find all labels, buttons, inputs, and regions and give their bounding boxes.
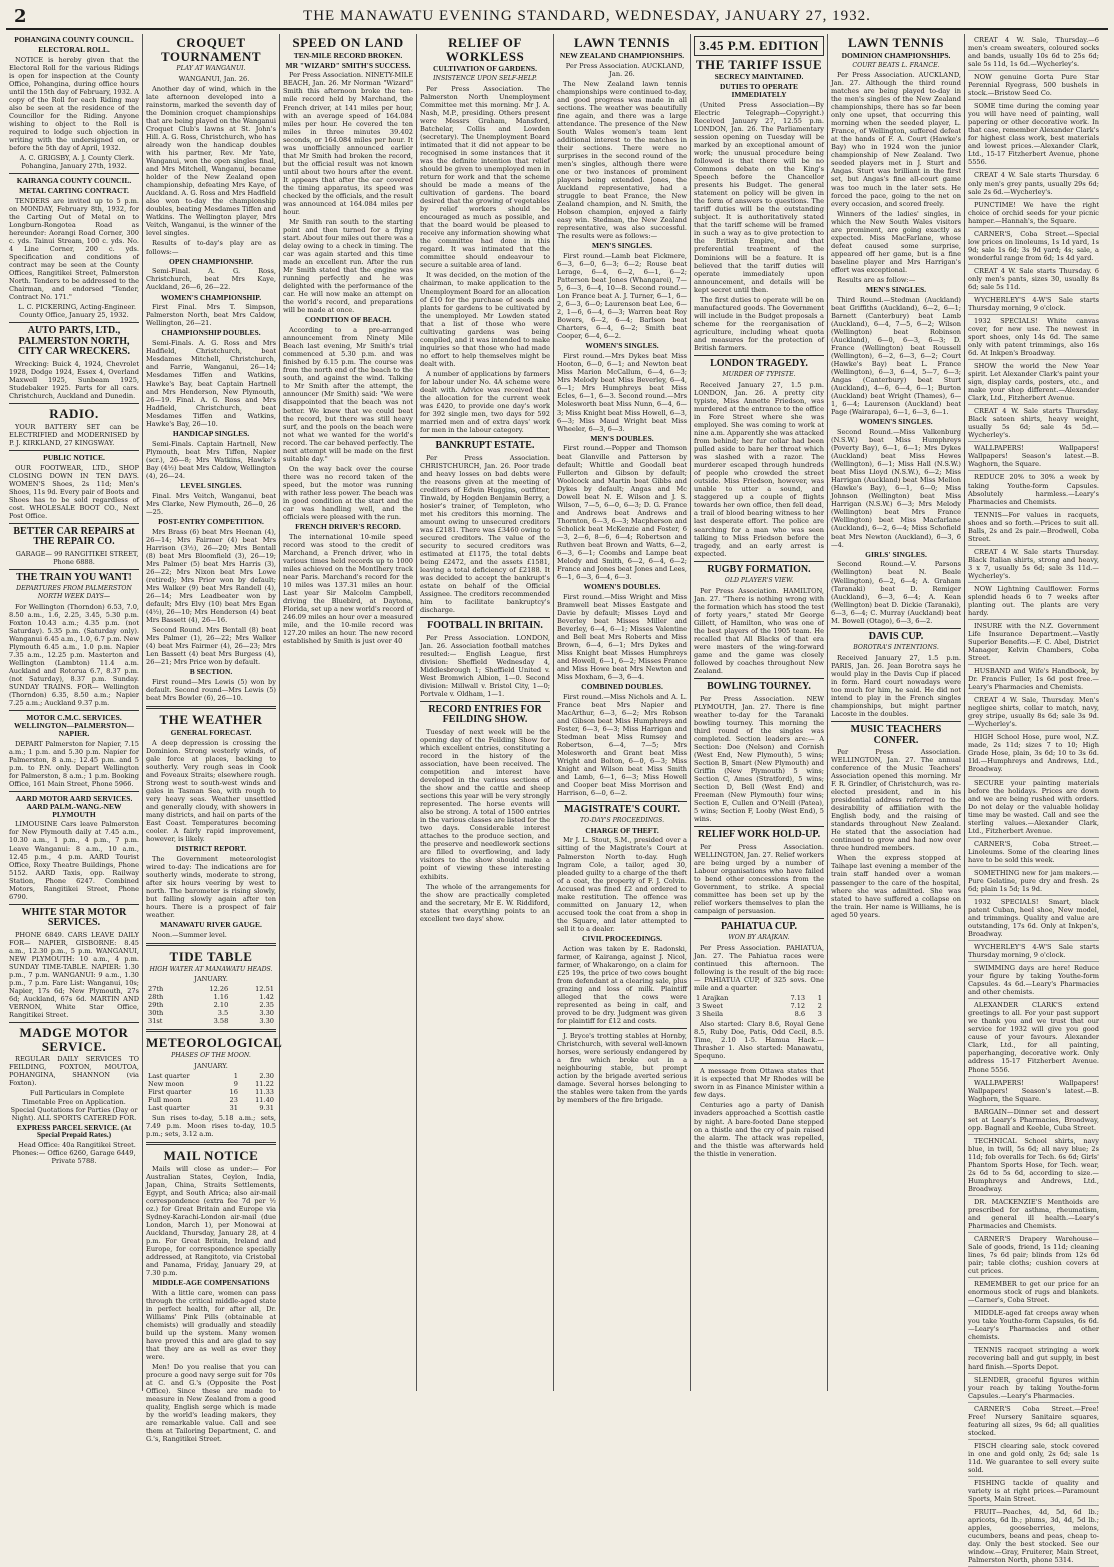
classified-ad: BARGAIN—Dinner set and dessert set at Leary's Pharmacies, Broadway, opp. Bagnall and Keeble, Cuba Street. bbox=[968, 1108, 1099, 1135]
classified-ad: HIGH School Hose, pure wool, N.Z. made, 2s 11d; sizes 7 to 10; High Grade Hose, plain, 3s 6d; 10 to 3s 6d. 1ld.—Humphreys and Andrews, Ltd., Broadway. bbox=[968, 733, 1099, 776]
b-section-heading: B SECTION. bbox=[189, 667, 233, 677]
district-report-heading: DISTRICT REPORT. bbox=[175, 843, 247, 853]
french-record-text: The international 10-mile speed record was stood to the credit of Marchand, a French driver, who in various times held records up to 1000 miles achieved on the Montlhery track near Paris. Marchand's record for the 10 miles was 137.31 miles an hour. Last year Sir Malcolm Campbell, driving the Bluebird, at Daytona, Florida, set up a new world's record of 246.09 miles an hour over a measured mile, and the 10-mile record was 127.20 miles an hour. The new record established by Smith is just over 40 bbox=[283, 532, 413, 646]
dominion-tennis-text-2: Winners of the ladies' singles, in which the New South Wales visitors are prominent, are going exactly as expected. Miss MacFarlane, whose defeat caused some surprise, appeared off her game, but is a fine baseline player and Mrs Harrigan's effort was exceptional. bbox=[831, 209, 961, 274]
open-championship-heading: OPEN CHAMPIONSHIP. bbox=[169, 256, 253, 266]
classified-ad: INSURE with the N.Z. Government Life Insurance Department.—Vastly Superior Benefits.—F. C. Abel, District Manager, Kelvin Chambers, Coba Street. bbox=[968, 622, 1099, 665]
bowling-heading: BOWLING TOURNEY. bbox=[707, 681, 811, 693]
feilding-show-text-2: The whole of the arrangements for the show are practically completed and the secretary, Mr E. W. Riddiford, states that everything points to an excellent two days' show. bbox=[420, 882, 550, 923]
womens-singles-heading: WOMEN'S SINGLES. bbox=[585, 341, 659, 351]
bankrupt-heading: BANKRUPT ESTATE. bbox=[435, 440, 535, 452]
tide-row: 28th 1.16 1.42 bbox=[148, 993, 274, 1002]
moon-phases-table bbox=[146, 1072, 276, 1112]
french-record-heading: FRENCH DRIVER'S RECORD. bbox=[295, 521, 401, 531]
moon-phase-row: New moon 9 11.22 bbox=[148, 1079, 274, 1088]
classified-ad: SOME time during the coming year you will have need of painting, wall papering or other decorative work. In that case, remember Alexander Clark's for highest class work, best materials and lowest prices.—Alexander Clark, Ltd., 15-17 Fitzherbert Avenue, phone 5556. bbox=[968, 102, 1099, 169]
forecast-text: A deep depression is crossing the Dominion. Strong westerly winds, of gale force at places, backing to southerly. Very rough seas in Cook and Foveaux Straits; elsewhere rough. Strong west to south-west winds and gales in Tasman Sea, with rough to very heavy seas. Weather unsettled and generally cloudy, with showers in many districts, and hail on parts of the East Coast. Temperatures becoming cooler. A fairly rapid improvement, however, is likely. bbox=[146, 738, 276, 843]
auto-parts-text: Wrecking: Buick 4, 1924, Chevrolet 1928, Dodge 1924, Essex 4, Overland Maxwell 1925, Sunbeam 1925, Studebaker 1925. Parts for all cars. Christchurch, Auckland and Dunedin. bbox=[9, 359, 139, 401]
tide-month: JANUARY. bbox=[194, 975, 228, 984]
relief-work-text: Per Press Association. WELLINGTON, Jan. 27. Relief workers are being urged by a number of Labour organisations who have failed to bend other concessions from the Government, to strike. A special committee has been set up by the relief workers themselves to plan the campaign of persuasion. bbox=[694, 842, 824, 915]
croquet-results-intro: Results of to-day's play are as follows:— bbox=[146, 239, 276, 256]
dominion-tennis-heading: LAWN TENNIS bbox=[848, 35, 944, 50]
classified-ad: CREAT 4 W. Sale starts Thursday. Black sateen shirts, heavy weight, usually 5s 6d; sale 4s 5d.—Wycherley's. bbox=[968, 407, 1099, 442]
thistle-text: Centuries ago a party of Danish invaders approached a Scottish castle by night. A bare-footed Dane stepped on a thistle and the cry of pain raised the alarm. The attack was repelled, and the thistle was afterwards held the thistle in veneration. bbox=[694, 1101, 824, 1158]
madge-heading: MADGE MOTOR SERVICE. bbox=[19, 1025, 129, 1054]
championship-doubles-text: Semi-Finals. A. G. Ross and Mrs Hadfield, Christchurch, beat Mesdames Mitchell, Christchurch, and Farrie, Wanganui, 26—14; Mesdames Tiffen and Watkins, Hawke's Bay, beat Captain Hartnell and Mrs Henderson, New Plymouth, 26—19. Final. A. G. Ross and Mrs Hadfield, Christchurch, beat Mesdames Tiffen and Watkins, Hawke's Bay, 26—10. bbox=[146, 339, 276, 428]
championship-doubles-heading: CHAMPIONSHIP DOUBLES. bbox=[161, 328, 261, 338]
tariff-text-2: The first duties to operate will be on manufactured goods. The Government will include in the Budget proposals a scheme for the reorganisation of agriculture, including wheat quota and measures for the protection of British farmers. bbox=[694, 295, 824, 352]
classified-ad: CREAT 4 W. Sale starts Thursday. 6 only men's grey pants, usually 29s 6d; sale 2s 6d.—Wycherley's. bbox=[968, 171, 1099, 198]
relief-text: Per Press Association. The Palmerston North Unemployment Committee met this morning. Mr J. A. Nash, M.P., presiding. Others present were Messrs Graham, Mansford, Batchelar, Collis and Lowden (secretary). The Unemployment Board intimated that it did not appear to be recognised in some instances that it was the definite intention that relief should be given to unemployed men in return for work and that the scheme should be made a means of the cultivation of gardens. The board desired that the growing of vegetables by relief workers should be encouraged as much as possible, and that the board would be pleased to receive any information showing what the committee had done in this regard. It was intimated that the committee should endeavour to secure a suitable area of land. bbox=[420, 84, 550, 270]
relief-work-heading: RELIEF WORK HOLD-UP. bbox=[697, 829, 821, 841]
dominion-tennis-results-intro: Results are as follow:— bbox=[837, 275, 916, 284]
suit-ad-text: Men! Do you realise that you can procure a good navy serge suit for 70s at C. and G.'s (Opposite the Post Office). Since these are made to measure in New Zealand from a good quality, English serge which is made by the world's leading makers, they are remarkable value. Call and see them at Tailoring Department, C. and G.'s, Rangitikei Street. bbox=[146, 1363, 276, 1444]
middle-age-text: With a little care, women can pass through the critical middle-aged state in perfect health, for after all, Dr. Williams' Pink Pills (obtainable at chemists) will gradually and steadily build up the system. Many women have proved this and are glad to say that they are as well as ever they were. bbox=[146, 1288, 276, 1362]
tide-row: 29th 2.10 2.35 bbox=[148, 1001, 274, 1010]
aard-text: LIMOUSINE Cars leave Palmerston for New Plymouth daily at 7.45 a.m., 10.30 a.m., 1 p.m., 4 p.m., 7 p.m. Leave Wanganui: 8 a.m., 10 a.m., 12.45 p.m., 4 p.m. AARD Tourist Office, Roxy Theatre Buildings, Phone 5152. AARD Taxis, opp. Railway Station, Phone 6247. Combined Motors, Rangitikei Street, Phone 6790. bbox=[9, 820, 139, 901]
tariff-heading: THE TARIFF ISSUE bbox=[695, 56, 823, 72]
columns bbox=[6, 34, 1108, 1565]
column-1 bbox=[6, 34, 143, 1391]
masthead bbox=[6, 4, 1108, 30]
music-teachers-heading: MUSIC TEACHERS CONFER. bbox=[850, 724, 942, 746]
speed-text-2: Mr Smith ran south to the starting point and then turned for a flying start. About four miles out there was a delay owing to a check in timing. The car was again started and this time made an excellent run. After the run Mr Smith stated that the engine was running perfectly and he was delighted with the performance of the car. He will now make an attempt on the world's record, and preparations will be made at once. bbox=[283, 217, 413, 315]
rugby-text: Per Press Association. HAMILTON, Jan. 27. "There is nothing wrong with the formation which has stood the test of forty years," stated Mr George Gillett, of Hamilton, who was one of the best players of the 1905 team. He recalled that All Blacks of that era were masters of the wing-forward game and the game was closely followed by coaches throughout New Zealand. bbox=[694, 586, 824, 675]
classified-ad: REMEMBER to get our price for an enormous stock of rugs and blankets.—Carner's, Coba Street. bbox=[968, 1280, 1099, 1307]
davis-cup-text: Received January 27, 1.5 p.m. PARIS, Jan. 26. Jean Borotra says he would play in the Davis Cup if placed in form. Hard court nowadays were too much for him, he said. He did not intend to play in the French singles championships, but might partner Lacoste in the doubles. bbox=[831, 653, 961, 718]
combined-doubles-text: First round.—Miss Nichols and A. L. France beat Mrs Napier and MacArthur, 6—3, 6—2; Mrs Robson and Gibson beat Miss Humphreys and Foster, 6—3, 6—3; Miss Harrigan and Stedman beat Miss Rumsey and Robertson, 6—4, 7—5; Mrs Molesworth and Grant beat Miss Wright and Bolton, 6—0, 6—3; Miss Knight and Wilson beat Miss Smith and Lamb, 6—1, 6—3; Miss Howell and Cooper beat Miss Morrison and Harrison, 6—0, 6—2. bbox=[557, 693, 687, 798]
madge-note: Full Particulars in Complete Timetable Free on Application. Special Quotations for Parties (Day or Night). ALL SPORTS CATERED FOR. bbox=[10, 1089, 138, 1122]
magistrate-text: Mr J. L. Stout, S.M., presided over a sitting of the Magistrate's Court at Palmerston North to-day. Hugh Ingram Cole, a tailor, aged 30, pleaded guilty to a charge of the theft of a coat, the property of F. J. Colvin. Accused was fined £2 and ordered to make restitution. The offence was committed on January 12, when accused took the coat from a shop in the Square, and later attempted to sell it to a dealer. bbox=[557, 836, 687, 933]
tariff-subheading: SECRECY MAINTAINED. bbox=[714, 72, 804, 82]
kairanga-heading: KAIRANGA COUNTY COUNCIL. bbox=[16, 176, 132, 186]
music-teachers-text-2: When the express stopped at Taihape last evening a member of the train staff handed over a woman passenger to the care of the hospital, where she was admitted. She was stated to have suffered a collapse on the train. Her name is Williams, he is aged 50 years. bbox=[831, 854, 961, 919]
level-singles-heading: LEVEL SINGLES. bbox=[180, 480, 242, 490]
column-3 bbox=[280, 34, 417, 1391]
sun-line: Sun rises to-day, 5.18 a.m.; sets, 7.49 p.m. Moon rises to-day, 10.5 p.m.; sets, 3.12 a.m. bbox=[146, 1113, 276, 1138]
handicap-singles-text: Semi-Finals. Captain Hartnell, New Plymouth, beat Mrs Tiffen, Napier (scr.), 26—8; Mrs Watkins, Hawke's Bay (4½) beat Mrs Caldow, Wellington (4), 26—24. bbox=[146, 439, 276, 480]
men-singles-text: Third Round.—Stedman (Auckland) beat Griffiths (Auckland), 6—2, 6—1; Barnett (Canterbury) beat Lamb (Auckland), 6—4, 7—5, 6—2; Wilson (Wellington) beat Robinson (Auckland), 6—0, 6—3, 6—3; D. France (Wellington) beat Roussell (Wellington), 6—2, 6—3, 6—2; Court (Hawke's Bay) beat L. France (Wellington), 6—3, 6—4, 5—7, 6—3; Angas (Canterbury) beat Sturt (Auckland), 4—6, 6—4, 6—1; Burton (Auckland) beat Wright (Thames), 6—1, 6—4; Laurenson (Auckland) beat Page (Wairarapa), 6—1, 6—3, 6—1. bbox=[831, 295, 961, 417]
magistrate-subheading-2: CHARGE OF THEFT. bbox=[585, 825, 659, 835]
classified-ad: CARNER'S, Coba Street.—Special low prices on linoleums, 1s 1d yard, 1s 9d; sale 1s 6d; 3s 9d yard; 4s; sale, a wonderful range from 6d; 1s 4d yard. bbox=[968, 230, 1099, 265]
rugby-heading: RUGBY FORMATION. bbox=[707, 563, 811, 575]
womens-doubles-text: First round.—Miss Wright and Miss Bramwell beat Misses Eastgate and Davie by default; Misses Loyd and Beverley beat Misses Miller and Beverley, 6—4, 6—1; Misses Valentine and Bell beat Mrs Roberts and Miss Brown, 6—4, 6—1; Mrs Dykes and Miss Knight beat Misses Humphreys and Howell, 6—1, 6—2; Misses France and Miss Howe beat Mrs Newton and Miss Moxham, 6—3, 6—4. bbox=[557, 592, 687, 682]
classified-ad: SOMETHING new for jam makers.—Pure Gelatine, pure dry and fresh. 2s 6d; plain 1s 5d; 1s 9d. bbox=[968, 869, 1099, 896]
river-gauge-text: Noon.—Summer level. bbox=[152, 930, 227, 939]
relief-text-3: A number of applications by farmers for labour under No. 4A scheme were dealt with. Advice was received that the allocation for the current week was £420, to provide one day's work for 392 single men, two days for 592 married men and of extra days' work for men in the labour category. bbox=[420, 369, 550, 435]
page-number: 2 bbox=[14, 5, 27, 27]
womens-doubles-heading: WOMEN'S DOUBLES. bbox=[583, 582, 661, 592]
dominion-tennis-subheading-2: COURT BEATS L. FRANCE. bbox=[852, 61, 940, 69]
mens-doubles-heading: MEN'S DOUBLES. bbox=[590, 433, 654, 443]
classified-ad: WYCHERLEY'S 4-W'S Sale starts Thursday morning, 9 o'clock. bbox=[968, 296, 1099, 315]
tide-table bbox=[146, 985, 276, 1025]
classified-ad: NOW Lightning Caulflower. Forms splendid heads 6 to 7 weeks after planting out. The plants are very hardy. bbox=[968, 585, 1099, 620]
column-4 bbox=[417, 34, 554, 1391]
pahiatua-results bbox=[694, 994, 824, 1018]
relief-heading: RELIEF OF WORKLESS bbox=[445, 35, 525, 64]
davis-cup-heading: DAVIS CUP. bbox=[868, 630, 924, 642]
speed-heading: SPEED ON LAND bbox=[292, 35, 404, 50]
classified-ad: ALEXANDER CLARK'S extend greetings to all. For your past support we thank you and we trust that our service for 1932 will give you good cause of your favours. Alexander Clark, Ltd., for all painting, paperhanging, decorative work. Only address 15-17 Fitzherbert Avenue. Phone 5556. bbox=[968, 1001, 1099, 1076]
women-singles-heading: WOMEN'S SINGLES. bbox=[859, 417, 933, 427]
b-section-text: First round—Mrs Lewis (5) won by default. Second round—Mrs Lewis (5) beat Mrs Bowler (6), 26—10. bbox=[146, 677, 276, 703]
tariff-text: (United Press Association—By Electric Telegraph—Copyright.) Received January 27, 12.55 p.m. LONDON, Jan. 26. The Parliamentary session opening on Tuesday will be marked by an exceptional amount of work; the unusual procedure being followed is that there will be no Commons debate on the King's Speech before the Chancellor presents his Budget. The general statement on policy will be given in the form of answers to questions. The tariff duties will be the outstanding subject. It is authoritatively stated that the tariff scheme will be framed in such a way as to give protection to the British Empire, and that preferential treatment of the Dominions will be a feature. It is believed that the tariff duties will operate immediately upon announcement, and details will be kept secret until then. bbox=[694, 100, 824, 294]
women-championship-text: First Final. Mrs T. Simpson, Palmerston North, beat Mrs Caldow, Wellington, 26—21. bbox=[146, 303, 276, 328]
croquet-subheading: PLAY AT WANGANUI. bbox=[176, 65, 246, 73]
post-entry-heading: POST-ENTRY COMPETITION. bbox=[158, 516, 264, 526]
meteorological-heading: METEOROLOGICAL bbox=[146, 1035, 283, 1051]
lawn-tennis-text: The New Zealand lawn tennis championships were continued to-day, and good progress was made in all sections. The weather was beautifully fine again, and there was a large attendance. The presence of the New South Wales women's team lent additional interest to the matches in their sections. There were no surprises in the second round of the men's singles, although there were one or two instances of prominent players being extended. Jones, the Auckland representative, had a struggle to beat France, the New Zealand champion, and N. Smith, the Hobson champion, enjoyed a fairly easy win. Stedman, the New Zealand representative, was also successful. The results were as follows:— bbox=[557, 79, 687, 241]
london-tragedy-subheading: MURDER OF TYPISTE. bbox=[722, 371, 796, 379]
moon-phase-row: Last quarter 1 2.30 bbox=[148, 1071, 274, 1080]
pahiatua-also-started: Also started: Clary 8.6, Royal Gene 8.5, Ruby Doe, Patis, Odd Cecil, 8.5. Time, 2.10 1-5. Hamua Hack.—Thrasher 1. Also started: Manawatu, Spequno. bbox=[694, 1020, 824, 1061]
bowling-text: Per Press Association. NEW PLYMOUTH, Jan. 27. There is fine weather to-day for the Taranaki bowling tourney. This morning the third round of the singles was completed. Section leaders are:— A Section: Doe (Nelson) and Cornish (West End, New Plymouth), 5 wins; Section B, Smart (New Plymouth) and Griffin (New Plymouth) 5 wins; Section C, Ames (Stratford), 5 wins; Section D, Bell (West End) and Freeman (New Plymouth) four wins; Section E, Cullen and O'Neill (Patea), 5 wins; Section F, Looby (West End), 5 wins. bbox=[694, 694, 824, 823]
croquet-heading: CROQUET TOURNAMENT bbox=[160, 35, 262, 64]
moon-phases-heading: PHASES OF THE MOON. bbox=[171, 1052, 251, 1060]
croquet-text: Another day of wind, which in the late afternoon developed into a rainstorm, marked the seventh day of the Dominion croquet championships that are being played on the Wanganui Croquet Club's lawns at St. John's Hill. A. G. Ross, Christchurch, who has already won the handicap doubles with his partner, Rev. Mr Yate, Wanganui, won the open singles final, and Mrs Mitchell, Wanganui, became holder of the New Zealand open championship, defeating Mrs Kaye, of Auckland. A. G. Ross and Mrs Hadfield also won to-day the championship doubles, beating Mesdames Tiffen and Watkins. The Wellington player, Mrs Veitch, Wanganui, is the winner of the level singles. bbox=[146, 84, 276, 238]
davis-cup-subheading: BOROTRA'S INTENTIONS. bbox=[853, 644, 939, 652]
race-result-row: 1 Arajkan 7.13 1 bbox=[696, 994, 822, 1003]
classified-ad: CARNER'S Drapery Warehouse—Sale of goods, friend, 1s 11d; cleaning lines, 7s 6d pair; blinds from 12s 6d pair; table cloths; cushion covers at cut prices. bbox=[968, 1235, 1099, 1278]
civil-heading: CIVIL PROCEEDINGS. bbox=[581, 933, 663, 943]
middle-age-heading: MIDDLE-AGE COMPENSATIONS bbox=[152, 1277, 270, 1287]
mail-notice-text: Mails will close as under:— For Australian States, Ceylon, India, Japan, China, Straits Settlements, Egypt, and South Africa; also air-mail correspondence (extra fee 7d per ½ oz.) for Great Britain and Europe via Sydney-Karachi-London air-mail (due London, March 1), per Monowai at Auckland, Thursday, January 28, at 4 p.m. For Great Britain, Ireland and Europe, for correspondence specially addressed, at Rangitoto, via Cristobal and Panama, Friday, January 29, at 7.30 p.m. bbox=[146, 1164, 276, 1277]
rugby-subheading: OLD PLAYER'S VIEW. bbox=[724, 577, 794, 585]
london-tragedy-text: Received January 27, 1.5 p.m. LONDON, Jan. 26. A pretty city typiste, Miss Annette Friedson, was murdered at the entrance to the office in Fore Street where she was employed. She was coming to work at nine a.m. Apparently she was attacked from behind; her fur collar had been pulled aside to bare her throat which was slashed with a razor. The murderer escaped through hundreds of people who crowded the street outside. Miss Friedson, however, was unable to utter a sound, and staggered up a couple of flights towards her own office, then fell dead, a trail of blood bearing witness to her last desperate effort. The police are searching for a man who was seen talking to Miss Friedson before the tragedy, and an early arrest is expected. bbox=[694, 380, 824, 558]
classified-ad: SHOW the world the New Year spirit. Let Alexander Clark's paint your sign, display cards, posters, etc., and make your shop different.—Alexander Clark, Ltd., Fitzherbert Avenue. bbox=[968, 362, 1099, 405]
pohangina-notice: NOTICE is hereby given that the Electoral Roll for the various Ridings is open for inspection at the County Office, Pohangina, during office hours until the 15th day of February, 1932. A copy of the Roll for each Riding may also be seen at the residence of the Councillor for the Riding. Anyone wishing to object to the Roll is required to lodge such objection in writing with the undersigned on, or before the 5th day of April, 1932. bbox=[9, 55, 139, 153]
column-2 bbox=[143, 34, 283, 1444]
women-championship-heading: WOMEN'S CHAMPIONSHIP. bbox=[160, 292, 262, 302]
white-star-heading: WHITE STAR MOTOR SERVICES. bbox=[21, 906, 127, 929]
mens-singles-heading: MEN'S SINGLES. bbox=[591, 241, 653, 251]
classified-ad: FRUIT—Peaches, 4d, 5d, 6d lb.; apricots, 6d lb.; plums, 3d, 4d, 5d lb.; apples, gooseberries, melons, cucumbers, beans and peas, cheap to-day. Only the best stocked. See our window.—Gray, Fruiterer, Main Street, Palmerston North, phone 5314. bbox=[968, 1508, 1099, 1567]
music-teachers-text: Per Press Association. WELLINGTON, Jan. 27. The annual conference of the Music Teachers' Association opened this morning. Mr F. R. Grindler, of Christchurch, was re-elected president, and in his presidential address referred to the desirability of affiliation with the English body, and the raising of standards throughout New Zealand. He stated that the association had continued to grow and had now over three hundred members. bbox=[831, 748, 961, 853]
lawn-tennis-heading: LAWN TENNIS bbox=[574, 35, 670, 50]
classified-ad: SWIMMING days are here! Reduce your figure by taking Youthe-form Capsules. 4s 6d.—Leary's Pharmacies and other chemists. bbox=[968, 964, 1099, 999]
football-text: Per Press Association. LONDON, Jan. 26. Association football matches resulted:— English League, first division: Sheffield Wednesday 4, Middlesbrough 1; Sheffield United v. West Bromwich Albion, 1—0. Second division: Millwall v. Bristol City, 1—0; Portvale v. Oldham, 1—1. bbox=[420, 633, 550, 698]
classified-ad: FISHING tackle of quality and variety is at right prices.—Paramount Sports, Main Street. bbox=[968, 1479, 1099, 1506]
pahiatua-heading: PAHIATUA CUP. bbox=[721, 920, 797, 932]
football-heading: FOOTBALL IN BRITAIN. bbox=[427, 620, 543, 632]
relief-subheading-2: INSISTENCE UPON SELF-HELP. bbox=[433, 75, 537, 83]
croquet-dateline: WANGANUI, Jan. 26. bbox=[178, 74, 250, 83]
forecast-heading: GENERAL FORECAST. bbox=[170, 727, 252, 737]
pohangina-subheading: ELECTORAL ROLL. bbox=[38, 44, 110, 54]
classified-ad: DR. MACKENZIE'S Menthoids are prescribed for asthma, rheumatism, and general ill health.—Leary's Pharmacies and Chemists. bbox=[968, 1198, 1099, 1233]
auto-parts-heading: AUTO PARTS, LTD., PALMERSTON NORTH, CITY CAR WRECKERS. bbox=[18, 325, 130, 358]
beach-condition-heading: CONDITION OF BEACH. bbox=[304, 315, 392, 325]
classified-ad: CREAT 4 W. Sale, Thursday. Men's negligee shirts, collar to match, navy, grey stripe, usually 8s 6d; sale 3s 9d.—Wycherley's. bbox=[968, 696, 1099, 731]
pahiatua-text: Per Press Association. PAHIATUA, Jan. 27. The Pahiatua races were continued this afternoon. The following is the result of the big race:— PAHIATUA CUP, of 325 sovs. One mile and a quarter. bbox=[694, 943, 824, 993]
kairanga-subheading: METAL CARTING CONTRACT. bbox=[19, 186, 129, 196]
public-notice-text: OUR FOOTWEAR, LTD., SHOP CLOSING DOWN IN TEN DAYS. WOMEN'S Shoes, 2s 11d; Men's Shoes, 11s 9d. Every pair of Boots and Shoes has to be sold regardless of cost. WHOLESALE BOOT CO., Next Post Office. bbox=[9, 463, 139, 520]
speed-subheading-2: MR "WIZARD" SMITH'S SUCCESS. bbox=[285, 60, 411, 70]
mens-doubles-text: First round.—Popper and Thomson beat Glanville and Patterson by default; Whittle and Goodall beat Fullerton and Gibson by default; Woolcock and Martin beat Gibbs and Dykes by default; Angas and Mc Dowell beat N. E. Wilson and J. S. Wilson, 7—5, 6—0, 6—3; D. G. France and Andrews beat Andrews and Thornton, 6—3, 6—3; Macpherson and Scholick beat McKenzie and Foster, 6—3, 2—6, 8—6, 6—4; Robertson and Ruthven beat Brown and Watts, 6—2, 6—3, 6—1; Coombs and Lampe beat Melody and Smith, 6—2, 6—4, 6—2; France and Jones beat Jones and Lees, 6—1, 6—3, 6—4, 6—3. bbox=[557, 444, 687, 581]
classified-ad: SLENDER, graceful figures within your reach by taking Youthe-form Capsules.—Leary's Pharmacies. bbox=[968, 1376, 1099, 1403]
race-result-row: 3 Sheila 8.6 3 bbox=[696, 1010, 822, 1019]
pohangina-heading: POHANGINA COUNTY COUNCIL. bbox=[14, 35, 134, 44]
moon-phases-month: JANUARY. bbox=[194, 1061, 228, 1070]
lawn-tennis-dateline: Per Press Association. AUCKLAND, Jan. 26. bbox=[565, 61, 685, 78]
open-championship-text: Semi-Final. A. G. Ross, Christchurch, beat Mrs Kaye, Auckland, 26—6, 26—22. bbox=[146, 267, 276, 292]
radio-text: YOUR BATTERY SET can be ELECTRIFIED and MODERNISED by P. J. KIRKLAND, 27 KINGSWAY. bbox=[9, 422, 139, 447]
repair-heading: BETTER CAR REPAIRS at THE REPAIR CO. bbox=[13, 525, 135, 548]
dominion-tennis-subheading: DOMINION CHAMPIONSHIPS. bbox=[841, 50, 951, 60]
tariff-subheading-2: DUTIES TO OPERATE IMMEDIATELY bbox=[720, 82, 798, 100]
speed-text: Per Press Association. NINETY-MILE BEACH, Jan. 26. Mr Norman "Wizard" Smith this afternoon broke the ten-mile record held by Marchand, the French driver, at 141 miles per hour, with an average speed of 164.084 miles per hour. He covered the ten miles in three minutes 39.402 seconds, or 164.084 miles per hour. It was unofficially announced earlier that Mr Smith had broken the record, but the official result was not known until about two hours after the event. It appears that after the car covered the timing apparatus, its speed was checked by the officials, and the result was announced at 164.084 miles per hour. bbox=[283, 71, 413, 216]
speed-subheading: TEN-MILE RECORD BROKEN. bbox=[293, 50, 403, 60]
classified-ad: WALLPAPERS! Wallpapers! Wallpapers! Season's latest.—B. Waghorn, the Square. bbox=[968, 444, 1099, 471]
express-heading: EXPRESS PARCEL SERVICE. (At Special Prepaid Rates.) bbox=[16, 1122, 132, 1140]
classified-ad: CREAT 4 W. Sale starts Thursday. 6 only men's pants, sizes 30, usually 8s 6d; sale 5s 11d. bbox=[968, 267, 1099, 294]
moon-phase-row: Full moon 23 11.40 bbox=[148, 1095, 274, 1104]
classified-ad: TECHNICAL School shirts, navy blue, in twill, 5s 6d; all navy blue; 2s 11d; fob overalls for Tech. 6s 6d; Girls' Phantom Sports Hose, for Tech. wear, 2s 6d to 5s 6d, according to size.—Humphreys and Andrews, Ltd., Broadway. bbox=[968, 1137, 1099, 1196]
ottawa-text: A message from Ottawa states that it is expected that Mr Rhodes will be sworn in as Finance Minister within a few days. bbox=[694, 1067, 824, 1100]
tide-table-heading: TIDE TABLE bbox=[169, 949, 253, 965]
classified-ad: NOW genuine Gorta Pure Star Perennial Ryegrass, 500 bushels in stock.—Bristow Seed Co. bbox=[968, 73, 1099, 100]
women-singles-text: Second Round.—Miss Valkenburg (N.S.W.) beat Miss Humphreys (Poverty Bay), 6—1, 6—1; Mrs Dykes (Auckland) beat Miss Hewes (Wellington), 6—1; Miss Hall (N.S.W.) beat Miss Lloyd (N.S.W.), 6—2; Miss Harrigan (Auckland) beat Miss Mellon (Hawke's Bay), 6—1, 6—0; Miss Johnson (Wellington) beat Miss Harrigan (N.S.W.) 6—3; Mrs Melody (Wellington) beat Mrs France (Wellington) beat Miss Macfarlane (Auckland), 6—2, 6—4; Miss Schofield beat Mrs Newton (Auckland), 6—3, 6—4. bbox=[831, 428, 961, 549]
combined-doubles-heading: COMBINED DOUBLES. bbox=[581, 682, 663, 692]
race-result-row: 3 Sweet 7.12 2 bbox=[696, 1002, 822, 1011]
tide-subheading: HIGH WATER AT MANAWATU HEADS. bbox=[149, 965, 273, 973]
pahiatua-subheading: WON BY ARAJKAN. bbox=[728, 934, 790, 942]
column-5 bbox=[554, 34, 691, 1391]
classified-ad: SECURE your painting materials before the holidays. Prices are down and we are being rushed with orders. Do not delay or the valuable holiday time may be wasted. Call and see the sterling values.—Alexander Clark, Ltd., Fitzherbert Avenue. bbox=[968, 779, 1099, 838]
classified-ad: TENNIS—For values in racquets, shoes and so forth.—Prices to suit all. Balls, 2s and 2s pair.—Brodwell, Coba Street. bbox=[968, 511, 1099, 546]
classified-ad: CREAT 4 W. Sale, Thursday.—6 men's cream sweaters, coloured socks and bands, usually 10s 6d to 25s 6d; sale 5s 11d, 1s 6d.—Wycherley's. bbox=[968, 36, 1099, 71]
repair-text: GARAGE— 99 RANGITIKEI STREET, Phone 6888. bbox=[15, 549, 139, 566]
classified-ad: WYCHERLEY'S 4-W'S Sale starts Thursday morning, 9 o'clock. bbox=[968, 943, 1099, 962]
relief-subheading: CULTIVATION OF GARDENS. bbox=[433, 64, 537, 74]
bankrupt-text: Per Press Association. CHRISTCHURCH, Jan. 26. Poor trade and heavy losses on bad debts were the reasons given at the meeting of creditors of Edwin Huggins, outfitter, Tinwald, by Hogden Benjamin Berry, a hosier's trainer, of Templeton, who met his creditors this morning. The amount owing to unsecured creditors was £2181. There was £3460 owing to secured creditors. The value of the security to secured creditors was estimated at £1175, the total debts being £2472, and the assets £1581, leaving a total deficiency of £2188. It was decided to accept the bankrupt's estate on behalf of the Official Assignee. The creditors recommended him to facilitate bankruptcy's discharge. bbox=[420, 453, 550, 615]
tide-row: 30th 3.5 3.30 bbox=[148, 1009, 274, 1018]
feilding-show-text: Tuesday of next week will be the opening day of the Feilding Show for which excellent entries, constituting a record in the history of the association, have been received. The competition and interest have developed in the various sections of the show and the cattle and sheep sections this year will be very strongly represented. The horse events will also be strong. A total of 1500 entries in the various classes are listed for the two days. Considerable interest attaches to the produce section, and the preserve and needlework sections are filled to overflowing, and lady visitors to the show should make a point of viewing these interesting exhibits. bbox=[420, 727, 550, 881]
london-tragedy-heading: LONDON TRAGEDY. bbox=[710, 357, 808, 369]
tide-row: 31st 3.58 3.30 bbox=[148, 1017, 274, 1026]
beach-condition-text: According to a pre-arranged announcement from Ninety Mile Beach last evening, Mr Smith's trial commenced at 5.30 p.m. and was finished by 6.15 p.m. The course was from the north end of the beach to the south, and against the wind. Talking to Mr Smith after the attempt, the announcer (Mr Smith) said: "We were disappointed that the beach was not better. We knew that we could beat the record, but there was still heavy surf, and the pools on the beach were not what we wanted for the world's record. The car behaved perfectly. The next attempt will be made on the first suitable day." bbox=[283, 326, 413, 463]
train-text: For Wellington (Thorndon) 6.53, 7.0, 8.50 a.m., 1.6, 2.25, 3.45, 5.30 p.m. Foxton 10.43 a.m.; 4.35 p.m. (not Saturday). 5.35 p.m. (Saturday only). Wanganui 6.45 a.m., 1.0, 6.7 p.m. New Plymouth 6.45 a.m., 1.0 p.m. Napier 7.35 a.m., 12.25 p.m. Masterton and Wellington (Lambton) 11.4 a.m. Auckland and Rotorua 6.7, 8.37 p.m. (not Saturday), 8.37 p.m. Sunday. SUNDAY TRAINS. FOR— Wellington (Thorndon) 6.35, 8.50 a.m.; Napier 7.25 a.m.; Auckland 9.37 p.m. bbox=[9, 602, 139, 707]
train-subheading: DEPARTURES FROM PALMERSTON NORTH WEEK DAYS— bbox=[16, 585, 132, 601]
moon-phase-row: First quarter 16 11.33 bbox=[148, 1087, 274, 1096]
cmc-text: DEPART Palmerston for Napier, 7.15 a.m.; 1 p.m. and 5.30 p.m. Napier for Palmerston, 8 a.m.; 12.45 p.m. and 5 p.m. to P.N. only. Depart Wellington for Palmerston, 8 a.m.; 1 p.m. Booking Office, 161 Main Street, Phone 5966. bbox=[9, 739, 139, 788]
relief-text-2: It was decided, on the motion of the chairman, to make application to the Unemployment Board for an allocation of £10 for the purchase of seeds and plants for gardens to be cultivated by the unemployed. Mr Lowden stated that a list of those who were cultivating gardens was being compiled, and it was intended to make inquiries so that those who had made no effort to help themselves might be dealt with. bbox=[420, 271, 550, 368]
newspaper-title: THE MANAWATU EVENING STANDARD, WEDNESDAY, JANUARY 27, 1932. bbox=[303, 7, 871, 24]
classified-ad: HUSBAND and Wife's Handbook, by Dr. Francis Fuller, 1s 6d post free.—Leary's Pharmacies and Chemists. bbox=[968, 667, 1099, 694]
river-gauge-heading: MANAWATU RIVER GAUGE. bbox=[160, 920, 262, 930]
classified-ad: 1932 SPECIALS! White canvas cover, for new use. The newest in sport shoes, only 14s 6d. The same only with patent trimmings, also 16s 6d. At Inkpen's Broadway. bbox=[968, 317, 1099, 360]
classified-ad: CREAT 4 W. Sale starts Thursday. Black Italian shirts, strong and heavy, 3 x 7, usually 5s 6d; sale 3s 11d.—Wycherley's. bbox=[968, 548, 1099, 583]
classified-ad: FISCH clearing sale, stock covered in one and gold only, 2s 6d; sale 1s 11d. We guarantee to sell every suite sold. bbox=[968, 1442, 1099, 1477]
kairanga-notice: TENDERS are invited up to 5 p.m. on MONDAY, February 8th, 1932, for the Carting Out of Metal on to Longburn-Rongotea Road as hereunder: Aorangi Road Corner, 300 c. yds. Tainui Stream, 100 c. yds. No. 4 Line Corner, 200 c. yds. Specification and conditions of contract may be seen at the County Offices, Rangitikei Street, Palmerston North. Tenders to be addressed to the Chairman, and endorsed "Tender, Contract No. 171." bbox=[9, 196, 139, 302]
feilding-show-heading: RECORD ENTRIES FOR FEILDING SHOW. bbox=[428, 703, 542, 726]
aard-heading: AARD MOTOR AARD SERVICES. AARD PALM.-WANG.-NEW PLYMOUTH bbox=[15, 793, 133, 819]
moon-phase-row: Last quarter 31 9.31 bbox=[148, 1103, 274, 1112]
tide-row: 27th 12.26 12.51 bbox=[148, 985, 274, 994]
public-notice-heading: PUBLIC NOTICE. bbox=[43, 452, 105, 462]
classified-ad: PUNCTIME! We have the right choice of orchid seeds for your picnic hamper.—Hannah's, the Square. bbox=[968, 201, 1099, 228]
classified-ad: CARNER'S Coba Street.—Free! Free! Nursery Sanitaire squares, featuring all sizes, 9s 6d; all qualities stocked. bbox=[968, 1405, 1099, 1440]
pohangina-signature: A. C. GRIGSBY, A. J. County Clerk. Pohangina, January 27th, 1932. bbox=[19, 154, 135, 171]
magistrate-heading: MAGISTRATE'S COURT. bbox=[564, 803, 680, 815]
classified-ad: TENNIS racquet stringing a work recovering ball and gut supply, in best hard finish.—Sports Depot. bbox=[968, 1346, 1099, 1373]
dominion-tennis-text: Per Press Association. AUCKLAND, Jan. 27. Although the third round matches are being played to-day in the men's singles of the New Zealand championships, there has so far been only one upset, that occurring this morning when the seeded player, L. France, of Wellington, suffered defeat at the hands of F. A. Court (Hawke's Bay) who in 1924 won the junior championship of New Zealand. Two seeded players met in J. Sturt and Angas. Sturt was brilliant in the first set, but Angas's fine all-court game was too much in the later sets. He forced the pace, going to the net on every occasion, and scored freely. bbox=[831, 71, 961, 208]
men-singles-heading: MEN'S SINGLES. bbox=[865, 284, 927, 294]
classified-ad: WALLPAPERS! Wallpapers! Wallpapers! Season's latest.—B. Waghorn, the Square. bbox=[968, 1079, 1099, 1106]
radio-heading: RADIO. bbox=[49, 406, 99, 422]
second-round-text: Second Round. Mrs Bentall (8) beat Mrs Palmer (1), 26—22; Mrs Walker (4) beat Mrs Fairmer (4), 26—23; Mrs Len Bassett (4) beat Mrs Burgess (4), 26—21; Mrs Price won by default. bbox=[146, 625, 276, 667]
column-7 bbox=[828, 34, 965, 1391]
cmc-heading: MOTOR C.M.C. SERVICES. WELLINGTON—PALMERSTON—NAPIER. bbox=[13, 712, 135, 738]
white-star-text: PHONE 6849. CARS LEAVE DAILY FOR— NAPIER, GISBORNE: 8.45 a.m., 12.30 p.m., 5 p.m. WANGANUI, NEW PLYMOUTH: 10 a.m., 4 p.m. SUNDAY TIME-TABLE. NAPIER: 1.30 p.m., 7 p.m. WANGANUI: 9 a.m., 1.30 p.m., 7 p.m. Fare List: Wanganui, 10s; Napier, 17s 6d; New Plymouth, 27s 6d; Auckland, 67s 6d. MARTIN AND VERNON, White Star Office, Rangitikei Street. bbox=[9, 930, 139, 1020]
level-singles-text: Final. Mrs Veitch, Wanganui, beat Mrs Clarke, New Plymouth, 26—0, 26—25. bbox=[146, 491, 276, 516]
handicap-singles-heading: HANDICAP SINGLES. bbox=[172, 428, 250, 438]
express-text: Head Office: 40a Rangitikei Street. Phones:— Office 6260, Garage 6449, Private 5788. bbox=[12, 1141, 136, 1166]
mens-singles-text: First round.—Lamb beat Fickmere, 6—3, 6—0, 6—3; 6—2; Rouse beat Lerage, 6—4, 6—2, 6—1, 6—2; Patterson beat Jones (Whangarei), 7—5, 6—3, 6—4, 10—8. Second round.—Lon France beat A. J. Turner, 6—1, 6—2, 6—3, 6—0; Laurenson beat Lee, 6—2, 1—6, 6—4, 6—3; Warren beat Roy Bowers, 6—2, 6—4; Barlson beat Charters, 6—4, 6—2; Smith beat Cooper, 6—4, 6—2. bbox=[557, 252, 687, 341]
classified-ad: 1932 SPECIALS! Smart, black patent Cuban, heel shoe, New model, and trimmings. Quality and value are outstanding, 17s 6d. Only at Inkpen's, Broadway. bbox=[968, 898, 1099, 941]
civil-text: Action was taken by E. Radonski, farmer, of Kairanga, against J. Nicol, farmer, of Whakarongo, on a claim for £25 19s, the price of two cows bought from defendant at a clearing sale, plus grazing and loss of milk. Plaintiff alleged that the cows were represented as being in calf, and proved to be dry. Judgment was given for plaintiff for £12 and costs. bbox=[557, 944, 687, 1025]
magistrate-subheading: TO-DAY'S PROCEEDINGS. bbox=[579, 817, 665, 825]
column-6 bbox=[691, 34, 828, 1391]
beach-condition-text-2: On the way back over the course there was no record taken of the speed, but the motor was running with rather less power. The beach was in good condition at the start and the car was handling well, and the officials were pleased with the run. bbox=[283, 464, 413, 521]
girls-singles-text: Second Round.—V. Parsons (Wellington) beat N. Beale (Wellington), 6—2, 6—4; A. Graham (Taranaki) beat D. Remiger (Auckland), 6—3, 6—4; A. Kean (Wellington) beat D. Dickie (Taranaki), 6—3, 6—4; C. Murray (Auckland) beat M. Bowell (Otago), 6—3, 6—2. bbox=[831, 560, 961, 625]
column-8-classified-ads bbox=[965, 34, 1102, 1565]
classified-ad: CARNER'S, Coba Street.—Linoleums. Some of the clearing lines have to be sold this week. bbox=[968, 840, 1099, 867]
weather-heading: THE WEATHER bbox=[159, 712, 263, 728]
classified-ad: REDUCE 20% to 30% a week by taking Youthe-form Capsules. Absolutely harmless.—Leary's Pharmacies and Chemists. bbox=[968, 473, 1099, 508]
girls-singles-heading: GIRLS' SINGLES. bbox=[865, 549, 927, 559]
post-entry-text: Mrs Brass (6) beat Mrs Heenan (4), 26—14; Mrs Fairmer (4) beat Mrs Harrison (3½), 26—20; Mrs Bentall (8) beat Mrs Bloomfield (3), 26—19; Mrs Palmer (5) beat Mrs Harris (3), 26—22; Mrs Nixon beat Mrs Lowe (retired); Mrs Prior won by default; Mrs Walker (9) beat Mrs Randell (4), 26—14; Mrs Leadbeater won by default; Mrs Elvy (10) beat Mrs Egan (4½), 26—10; Mrs Henderson (4) beat Mrs Bassett (4), 26—16. bbox=[146, 527, 276, 624]
train-heading: THE TRAIN YOU WANT! bbox=[16, 571, 132, 583]
lawn-tennis-subheading: NEW ZEALAND CHAMPIONSHIPS. bbox=[559, 50, 685, 60]
mail-notice-heading: MAIL NOTICE bbox=[163, 1147, 259, 1163]
district-report-text: The Government meteorologist wired to-day: The indications are for southerly winds, moderate to strong, after six hours veering by west to north. The barometer is rising slowly, but falling slowly again after ten hours. There is a prospect of fair weather. bbox=[146, 854, 276, 920]
womens-singles-text: First round.—Mrs Dykes beat Miss Hooton, 6—0, 6—1; and Newton beat Miss Marion McCallum, 6—4, 6—3; Mrs Melody beat Miss Beverley, 6—4, 6—1; Mrs Humphreys beat Miss Ecles, 6—1, 6—3. Second round.—Mrs Molesworth beat Miss Nunn, 6—4, 6—3; Miss Knight beat Miss Howell, 6—3, 6—3; Miss Maud Wright beat Miss Wheeler, 6—3, 6—3. bbox=[557, 352, 688, 433]
kairanga-signature: L. C. PICKERING, Acting-Engineer. County Office, January 25, 1932. bbox=[18, 303, 136, 320]
classified-ad: MIDDLE-aged fat creeps away when you take Youthe-form Capsules, 6s 6d.—Leary's Pharmacies and other chemists. bbox=[968, 1309, 1099, 1344]
madge-text: REGULAR DAILY SERVICES TO FEILDING, FOXTON, MOUTOA, POHANGINA, SHANNON (via Foxton). bbox=[9, 1055, 139, 1088]
edition-heading: 3.45 P.M. EDITION bbox=[694, 36, 824, 56]
bryce-stables-text: J. Bryce's trotting stables at Hornby, Christchurch, with several well-known horses, were seriously endangered by a fire which broke out in a neighbouring stable, but prompt action by the brigade averted serious damage. Several horses belonging to the stables were taken from the yards by members of the fire brigade. bbox=[557, 1032, 687, 1105]
